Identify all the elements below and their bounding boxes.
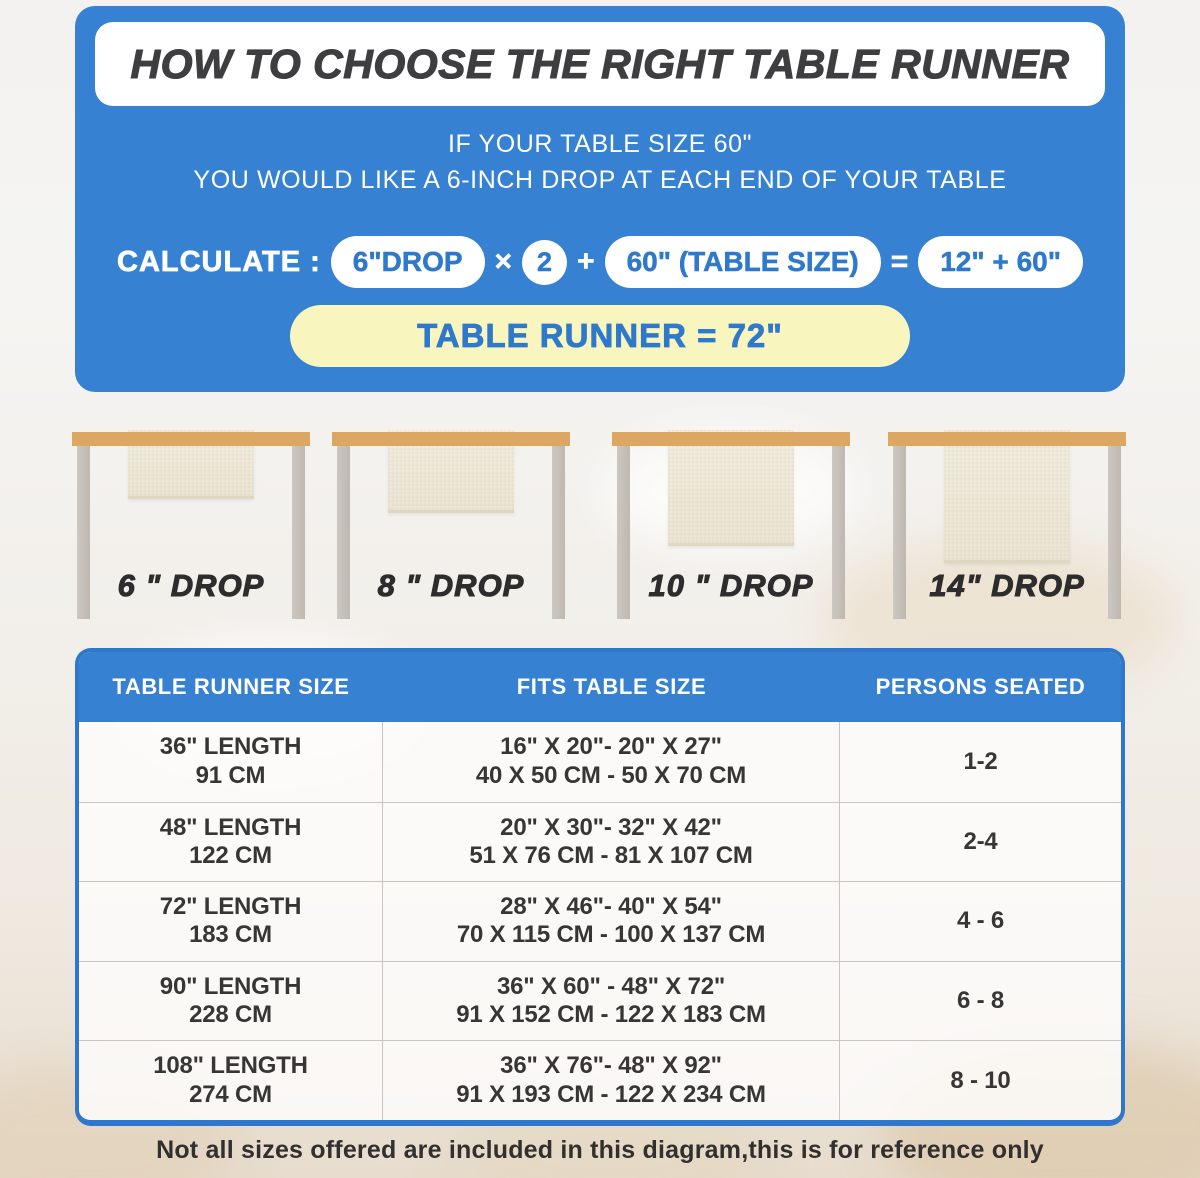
- cell-runner-size: [79, 962, 383, 1041]
- calculate-label: CALCULATE :: [117, 245, 321, 278]
- column-header-runner-size: TABLE RUNNER SIZE: [112, 674, 350, 699]
- tabletop: [332, 432, 570, 446]
- size-chart: [75, 648, 1125, 1126]
- drop-label: 10 " DROP: [648, 568, 814, 603]
- title-banner: [95, 22, 1105, 106]
- fits-size-inches: 16" X 20"- 20" X 27": [500, 733, 722, 761]
- cell-persons-seated: [840, 722, 1121, 802]
- cell-persons-seated: [840, 962, 1121, 1041]
- fits-size-inches: 36" X 76"- 48" X 92": [500, 1052, 722, 1080]
- runner-length-cm: 274 CM: [189, 1080, 272, 1108]
- cell-persons-seated: [840, 803, 1121, 882]
- page-title: HOW TO CHOOSE THE RIGHT TABLE RUNNER: [130, 40, 1070, 87]
- drop-figure-10: [612, 430, 850, 622]
- fits-size-cm: 51 X 76 CM - 81 X 107 CM: [469, 841, 753, 869]
- cell-runner-size: [79, 803, 383, 882]
- runner-length-inches: 72" LENGTH: [159, 893, 302, 921]
- multiplier-badge: 2: [522, 240, 567, 285]
- table-row: [79, 722, 1121, 802]
- sum-pill: 12" + 60": [918, 236, 1083, 288]
- fits-size-inches: 20" X 30"- 32" X 42": [500, 813, 722, 841]
- drop-label: 6 " DROP: [117, 568, 265, 603]
- column-header-persons: PERSONS SEATED: [875, 674, 1086, 699]
- runner-length-inches: 90" LENGTH: [159, 972, 302, 1000]
- cell-runner-size: [79, 722, 383, 802]
- tabletop: [72, 432, 310, 446]
- footer-note: Not all sizes offered are included in this diagram,this is for reference only: [156, 1136, 1044, 1164]
- persons-count: 2-4: [963, 827, 998, 855]
- drop-figure-8: [332, 430, 570, 622]
- cell-fits-table-size: [383, 1041, 840, 1120]
- fits-size-cm: 70 X 115 CM - 100 X 137 CM: [456, 921, 766, 949]
- fits-size-inches: 36" X 60" - 48" X 72": [496, 972, 726, 1000]
- cell-runner-size: [79, 882, 383, 961]
- fits-size-inches: 28" X 46"- 40" X 54": [500, 893, 722, 921]
- tabletop: [612, 432, 850, 446]
- runner-length-inches: 108" LENGTH: [153, 1052, 308, 1080]
- runner-length-cm: 122 CM: [189, 841, 272, 869]
- subtitle-line-1: IF YOUR TABLE SIZE 60": [447, 130, 753, 158]
- cell-fits-table-size: [383, 722, 840, 802]
- equals-sign: =: [890, 245, 909, 278]
- drop-label: 14" DROP: [929, 568, 1085, 603]
- table-row: [79, 961, 1121, 1041]
- runner-length-cm: 228 CM: [189, 1001, 272, 1029]
- fits-size-cm: 91 X 152 CM - 122 X 183 CM: [456, 1001, 766, 1029]
- runner-length-cm: 183 CM: [189, 921, 272, 949]
- table-runner-illustration: [944, 430, 1070, 563]
- calculation-row: [75, 236, 1125, 288]
- table-row: [79, 802, 1121, 882]
- plus-sign: +: [577, 245, 595, 278]
- runner-length-inches: 36" LENGTH: [159, 733, 302, 761]
- column-header-fits-size: FITS TABLE SIZE: [516, 674, 707, 699]
- drop-value-pill: 6"DROP: [331, 236, 485, 288]
- drop-label: 8 " DROP: [377, 568, 525, 603]
- persons-count: 4 - 6: [956, 907, 1005, 935]
- table-row: [79, 881, 1121, 961]
- table-runner-illustration: [668, 430, 794, 546]
- table-row: [79, 1040, 1121, 1120]
- persons-count: 1-2: [963, 747, 998, 775]
- cell-persons-seated: [840, 1041, 1121, 1120]
- runner-length-cm: 91 CM: [195, 761, 266, 789]
- fits-size-cm: 91 X 193 CM - 122 X 234 CM: [456, 1080, 766, 1108]
- multiply-sign: ×: [494, 245, 513, 278]
- chart-body: [79, 722, 1121, 1120]
- cell-runner-size: [79, 1041, 383, 1120]
- cell-persons-seated: [840, 882, 1121, 961]
- persons-count: 8 - 10: [950, 1066, 1011, 1094]
- runner-length-inches: 48" LENGTH: [159, 813, 302, 841]
- cell-fits-table-size: [383, 882, 840, 961]
- fits-size-cm: 40 X 50 CM - 50 X 70 CM: [475, 761, 747, 789]
- cell-fits-table-size: [383, 803, 840, 882]
- persons-count: 6 - 8: [956, 986, 1005, 1014]
- chart-header-row: [79, 652, 1121, 722]
- tabletop: [888, 432, 1126, 446]
- drop-figure-14: [888, 430, 1126, 622]
- table-size-pill: 60" (TABLE SIZE): [605, 236, 881, 288]
- cell-fits-table-size: [383, 962, 840, 1041]
- drop-figure-6: [72, 430, 310, 622]
- subtitle-line-2: YOU WOULD LIKE A 6-INCH DROP AT EACH END OF YOUR TABLE: [193, 166, 1007, 194]
- header-panel: [75, 6, 1125, 392]
- runner-result-pill: TABLE RUNNER = 72": [290, 305, 910, 367]
